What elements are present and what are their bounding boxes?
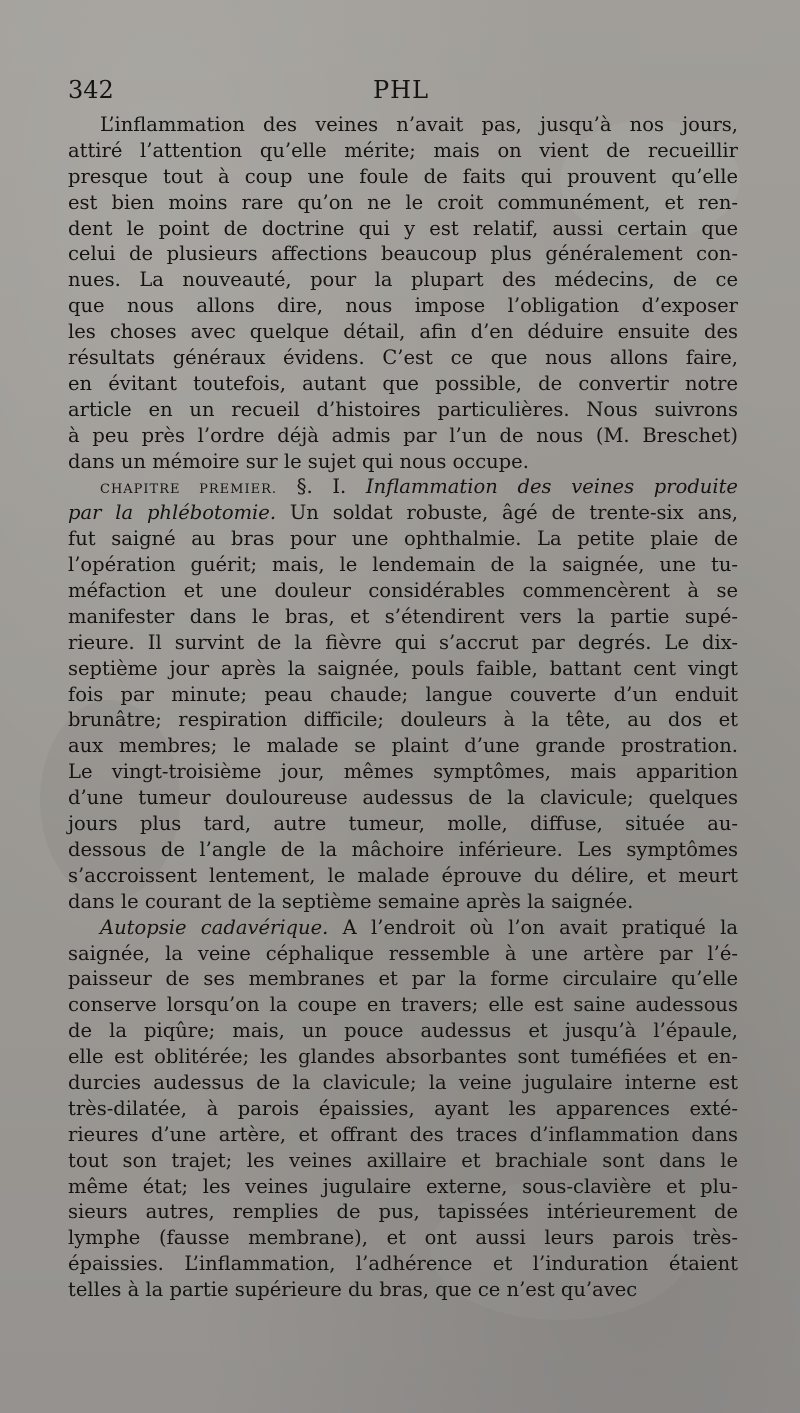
- text-line: [68, 1070, 738, 1096]
- text-segment: jours plus tard, autre tumeur, molle, diffuse, située au-: [68, 812, 738, 836]
- text-segment: elle est oblitérée; les glandes absorbantes sont tuméfiées et en-: [68, 1045, 738, 1069]
- text-line: [68, 578, 738, 604]
- text-segment: nues. La nouveauté, pour la plupart des médecins, de ce: [68, 268, 738, 292]
- text-line: [68, 216, 738, 242]
- text-line: [68, 112, 738, 138]
- text-segment: sieurs autres, remplies de pus, tapissées intérieurement de: [68, 1200, 738, 1224]
- text-line: [68, 552, 738, 578]
- text-segment: dans le courant de la septième semaine après la saignée.: [68, 889, 634, 913]
- text-segment: paisseur de ses membranes et par la forme circulaire qu’elle: [68, 967, 738, 991]
- text-segment: tout son trajet; les veines axillaire et brachiale sont dans le: [68, 1148, 738, 1172]
- text-line: [68, 1277, 738, 1303]
- text-segment: très-dilatée, à parois épaissies, ayant les apparences exté-: [68, 1096, 738, 1120]
- text-line: [68, 863, 738, 889]
- text-segment: d’une tumeur douloureuse audessus de la clavicule; quelques: [68, 786, 738, 810]
- text-line: [68, 526, 738, 552]
- text-segment: rieures d’une artère, et offrant des traces d’inflammation dans: [68, 1122, 738, 1146]
- text-line: [68, 1148, 738, 1174]
- text-segment: rieure. Il survint de la fièvre qui s’accrut par degrés. Le dix-: [68, 630, 738, 654]
- text-line: [68, 837, 738, 863]
- text-line: [68, 190, 738, 216]
- text-line: [68, 889, 738, 915]
- text-segment: que nous allons dire, nous impose l’obligation d’exposer: [68, 294, 738, 318]
- text-line: [68, 682, 738, 708]
- text-segment: A l’endroit où l’on avait pratiqué la: [328, 915, 738, 939]
- text-line: [68, 733, 738, 759]
- text-line: [68, 759, 738, 785]
- text-line: [68, 319, 738, 345]
- text-line: [68, 138, 738, 164]
- running-head: PHL: [372, 76, 429, 104]
- text-segment: telles à la partie supérieure du bras, que ce n’est qu’avec: [68, 1278, 638, 1302]
- text-line: [68, 474, 738, 500]
- text-line: [68, 785, 738, 811]
- text-segment: durcies audessus de la clavicule; la veine jugulaire interne est: [68, 1070, 738, 1094]
- text-segment: manifester dans le bras, et s’étendirent vers la partie supé-: [68, 604, 738, 628]
- body-text: [68, 112, 738, 1303]
- text-segment: Le vingt-troisième jour, mêmes symptômes, mais apparition: [68, 760, 738, 784]
- text-line: [68, 1044, 738, 1070]
- text-segment: septième jour après la saignée, pouls faible, battant cent vingt: [68, 656, 738, 680]
- text-segment: celui de plusieurs affections beaucoup plus généralement con-: [68, 242, 738, 266]
- text-segment: l’opération guérit; mais, le lendemain de la saignée, une tu-: [68, 553, 738, 577]
- text-line: [68, 1018, 738, 1044]
- text-line: [68, 966, 738, 992]
- text-line: [68, 811, 738, 837]
- text-segment: L’inflammation des veines n’avait pas, jusqu’à nos jours,: [100, 113, 738, 136]
- text-line: [68, 345, 738, 371]
- text-segment: les choses avec quelque détail, afin d’en déduire ensuite des: [68, 320, 738, 344]
- text-line: [68, 241, 738, 267]
- text-segment: article en un recueil d’histoires particulières. Nous suivrons: [68, 397, 738, 421]
- text-segment: fut saigné au bras pour une ophthalmie. La petite plaie de: [68, 527, 738, 551]
- text-line: [68, 915, 738, 941]
- text-line: [68, 293, 738, 319]
- text-line: [68, 1096, 738, 1122]
- text-line: [68, 164, 738, 190]
- text-line: [68, 1174, 738, 1200]
- text-segment: attiré l’attention qu’elle mérite; mais on vient de recueillir: [68, 138, 738, 162]
- text-segment: même état; les veines jugulaire externe, sous-clavière et plu-: [68, 1174, 738, 1198]
- text-line: [68, 1122, 738, 1148]
- text-line: [68, 630, 738, 656]
- text-segment: résultats généraux évidens. C’est ce que nous allons faire,: [68, 346, 738, 370]
- italic-heading: Inflammation des veines produite: [365, 475, 738, 499]
- page-number: 342: [68, 76, 114, 104]
- page-header: [68, 74, 734, 106]
- text-line: [68, 397, 738, 423]
- text-segment: épaissies. L’inflammation, l’adhérence et l’induration étaient: [68, 1252, 738, 1276]
- text-segment: dessous de l’angle de la mâchoire inférieure. Les symptômes: [68, 837, 738, 861]
- text-segment: presque tout à coup une foule de faits qui prouvent qu’elle: [68, 164, 738, 188]
- chapter-label: CHAPITRE PREMIER.: [100, 482, 278, 498]
- text-segment: s’accroissent lentement, le malade éprouve du délire, et meurt: [68, 863, 738, 887]
- text-segment: aux membres; le malade se plaint d’une grande prostration.: [68, 734, 738, 758]
- text-segment: en évitant toutefois, autant que possible, de convertir notre: [68, 371, 738, 395]
- text-line: [68, 941, 738, 967]
- text-line: [68, 500, 738, 526]
- text-line: [68, 656, 738, 682]
- italic-heading: Autopsie cadavérique.: [100, 915, 329, 939]
- text-segment: conserve lorsqu’on la coupe en travers; elle est saine audessous: [68, 993, 738, 1017]
- text-segment: §. I.: [277, 475, 366, 499]
- text-segment: saignée, la veine céphalique ressemble à une artère par l’é-: [68, 941, 738, 965]
- text-segment: dent le point de doctrine qui y est relatif, aussi certain que: [68, 216, 738, 240]
- text-line: [68, 449, 738, 475]
- text-line: [68, 992, 738, 1018]
- text-segment: méfaction et une douleur considérables commencèrent à se: [68, 579, 738, 603]
- text-line: [68, 423, 738, 449]
- text-segment: à peu près l’ordre déjà admis par l’un de nous (M. Breschet): [68, 423, 738, 447]
- text-line: [68, 1199, 738, 1225]
- text-line: [68, 707, 738, 733]
- text-segment: de la piqûre; mais, un pouce audessus et jusqu’à l’épaule,: [68, 1019, 738, 1043]
- text-segment: lymphe (fausse membrane), et ont aussi leurs parois très-: [68, 1226, 738, 1250]
- text-segment: dans un mémoire sur le sujet qui nous occupe.: [68, 449, 529, 473]
- text-segment: Un soldat robuste, âgé de trente-six ans,: [276, 501, 738, 525]
- text-line: [68, 371, 738, 397]
- text-segment: brunâtre; respiration difficile; douleurs à la tête, au dos et: [68, 708, 738, 732]
- text-line: [68, 1251, 738, 1277]
- text-segment: est bien moins rare qu’on ne le croit communément, et ren-: [68, 190, 738, 214]
- italic-heading: par la phlébotomie.: [68, 501, 277, 525]
- text-line: [68, 604, 738, 630]
- paragraph: [68, 915, 738, 1303]
- text-line: [68, 1225, 738, 1251]
- text-line: [68, 267, 738, 293]
- paragraph: [68, 474, 738, 914]
- paragraph: [68, 112, 738, 474]
- text-segment: fois par minute; peau chaude; langue couverte d’un enduit: [68, 682, 738, 706]
